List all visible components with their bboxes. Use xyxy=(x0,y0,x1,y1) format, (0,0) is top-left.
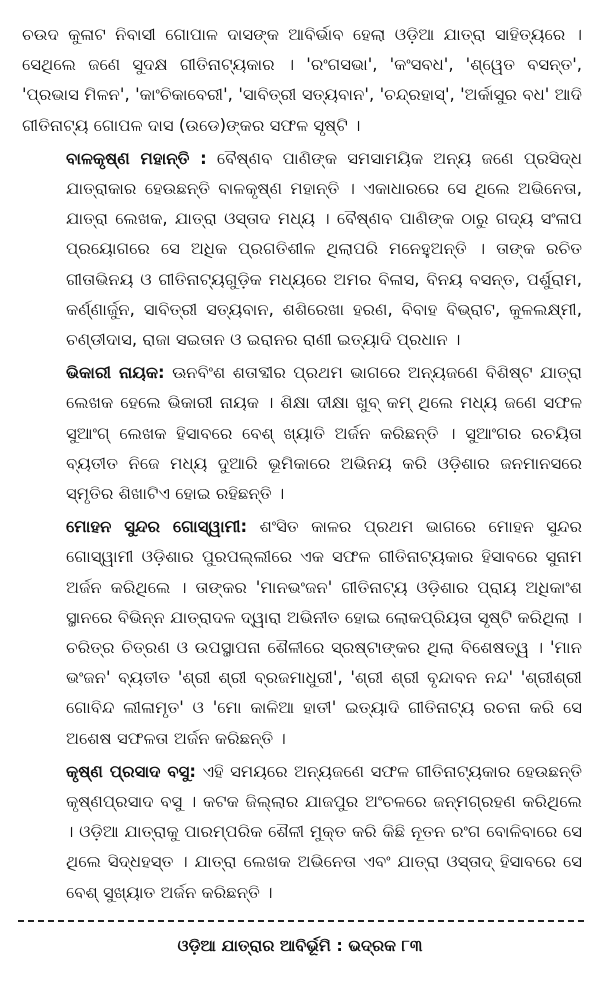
document-body xyxy=(22,20,582,908)
paragraph-text: ଊନବିଂଶ ଶତାବ୍ଦୀର ପ୍ରଥମ ଭାଗରେ ଅନ୍ୟଜଣେ ବିଶିଷ୍ଟ ଯାତ୍ରା ଲେଖକ ହେଲେ ଭିକାରୀ ନାୟକ । ଶିକ୍ଷା ଦୀକ୍ଷା ଖୁବ୍ କମ୍ ଥିଲେ ମଧ୍ୟ ଜଣେ ସଫଳ ସୁଆଂଗ୍ ଲେଖକ ହିସାବରେ ବେଶ୍ ଖ୍ୟାତି ଅର୍ଜନ କରିଛନ୍ତି । ସୁଆଂଗର ରଚୟିତା ବ୍ୟତୀତ ନିଜେ ମଧ୍ୟ ଦୁଆରି ଭୂମିକାରେ ଅଭିନୟ କରି ଓଡ଼ିଶାର ଜନମାନସରେ ସ୍ମୃତିର ଶିଖାଟିଏ ହୋଇ ରହିଛନ୍ତି । xyxy=(66,363,583,504)
footer-dashed-divider xyxy=(18,920,584,922)
paragraph-balakrishna-mahanti xyxy=(22,144,582,355)
paragraph-text: ଚଉଦ କୁଳାଟ ନିବାସୀ ଗୋପାଳ ଦାସଙ୍କ ଆବିର୍ଭାବ ହେଲା ଓଡ଼ିଆ ଯାତ୍ରା ସାହିତ୍ୟରେ । ସେଥିଲେ ଜଣେ ସୁଦକ୍ଷ ଗୀତିନାଟ୍ୟକାର । 'ରଂଗସଭା', 'କଂସବଧ', 'ଶ୍ୱେତ ବସନ୍ତ', 'ପ୍ରଭାସ ମିଳନ', 'କାଂଚିକାବେରୀ', 'ସାବିତ୍ରୀ ସତ୍ୟବାନ', 'ଚନ୍ଦ୍ରହାସ୍', 'ଅର୍କାସୁର ବଧ' ଆଦି ଗୀତିନାଟ୍ୟ ଗୋପଳ ଦାସ (ଉଡେ)ଙ୍କର ସଫଳ ସୃଷ୍ଟି । xyxy=(22,25,582,135)
paragraph-mohan-sundar-goswami xyxy=(22,512,582,754)
section-heading: ଭିକାରୀ ନାୟକ: xyxy=(66,363,165,383)
page-footer: ଓଡ଼ିଆ ଯାତ୍ରାର ଆବିର୍ଭୂମି : ଭଦ୍ରକ ୮୩ xyxy=(177,936,423,955)
paragraph-krishna-prasad-basu xyxy=(22,757,582,908)
paragraph-text: ଶଂସିତ କାଳର ପ୍ରଥମ ଭାଗରେ ମୋହନ ସୁନ୍ଦର ଗୋସ୍ୱାମୀ ଓଡ଼ିଶାର ପୁରପଲ୍ଲୀରେ ଏକ ସଫଳ ଗୀତିନାଟ୍ୟକାର ହିସାବରେ ସୁନାମ ଅର୍ଜନ କରିଥିଲେ । ତାଙ୍କର 'ମାନଭଂଜନ' ଗୀତିନାଟ୍ୟ ଓଡ଼ିଶାର ପ୍ରାୟ ଅଧିକାଂଶ ସ୍ଥାନରେ ବିଭିନ୍ନ ଯାତ୍ରାଦଳ ଦ୍ୱାରା ଅଭିନୀତ ହୋଇ ଲୋକପ୍ରିୟତା ସୃଷ୍ଟି କରିଥିଲା । ଚରିତ୍ର ଚିତ୍ରଣ ଓ ଉପସ୍ଥାପନା ଶୈଳୀରେ ସ୍ରଷ୍ଟାଙ୍କର ଥିଲା ବିଶେଷତ୍ୱ । 'ମାନ ଭଂଜନ' ବ୍ୟତୀତ 'ଶ୍ରୀ ଶ୍ରୀ ବ୍ରଜମାଧୁରୀ', 'ଶ୍ରୀ ଶ୍ରୀ ବୃନ୍ଦାବନ ନନ୍ଦ' 'ଶ୍ରୀଶ୍ରୀ ଗୋବିନ୍ଦ ଲୀଳାମୃତ' ଓ 'ମୋ କାଳିଆ ହାତୀ' ଇତ୍ୟାଦି ଗୀତିନାଟ୍ୟ ରଚନା କରି ସେ ଅଶେଷ ସଫଳତା ଅର୍ଜନ କରିଛନ୍ତି । xyxy=(66,517,582,748)
paragraph-text: ବୈଷ୍ଣବ ପାଣିଙ୍କ ସମସାମୟିକ ଅନ୍ୟ ଜଣେ ପ୍ରସିଦ୍ଧ ଯାତ୍ରାକାର ହେଉଛନ୍ତି ବାଳକୃଷ୍ଣ ମହାନ୍ତି । ଏକାଧାରରେ ସେ ଥିଲେ ଅଭିନେତା, ଯାତ୍ରା ଲେଖକ, ଯାତ୍ରା ଓସ୍ତାଦ ମଧ୍ୟ । ବୈଷ୍ଣବ ପାଣିଙ୍କ ଠାରୁ ଗଦ୍ୟ ସଂଳାପ ପ୍ରୟୋଗରେ ସେ ଅଧିକ ପ୍ରଗତିଶୀଳ ଥିଲାପରି ମନେହୁଅନ୍ତି । ତାଙ୍କ ରଚିତ ଗୀତାଭିନୟ ଓ ଗୀତିନାଟ୍ୟଗୁଡ଼ିକ ମଧ୍ୟରେ ଅମର ବିଳାସ, ବିନୟ ବସନ୍ତ, ପର୍ଶୁରାମ, କର୍ଣ୍ଣାର୍ଜୁନ, ସାବିତ୍ରୀ ସତ୍ୟବାନ, ଶଶିରେଖା ହରଣ, ବିବାହ ବିଭ୍ରାଟ, କୁଳଲକ୍ଷ୍ମୀ, ଚଣ୍ଡୀଦାସ, ରାଜା ସଇତାନ ଓ ଇରାନର ରାଣୀ ଇତ୍ୟାଦି ପ୍ରଧାନ । xyxy=(66,148,582,350)
section-heading: ବାଳକୃଷ୍ଣ ମହାନ୍ତି : xyxy=(66,148,207,168)
section-heading: ମୋହନ ସୁନ୍ଦର ଗୋସ୍ୱାମୀ: xyxy=(66,517,248,537)
paragraph-gopal-das xyxy=(22,20,582,141)
paragraph-text: ଏହି ସମୟରେ ଅନ୍ୟଜଣେ ସଫଳ ଗୀତିନାଟ୍ୟକାର ହେଉଛନ୍ତି କୃଷ୍ଣପ୍ରସାଦ ବସୁ । କଟକ ଜିଲ୍ଲାର ଯାଜପୁର ଅଂଚଳରେ ଜନ୍ମଗ୍ରହଣ କରିଥିଲେ । ଓଡ଼ିଆ ଯାତ୍ରାକୁ ପାରମ୍ପରିକ ଶୈଳୀ ମୁକ୍ତ କରି କିଛି ନୂତନ ରଂଗ ବୋଳିବାରେ ସେ ଥିଲେ ସିଦ୍ଧହସ୍ତ । ଯାତ୍ରା ଲେଖକ ଅଭିନେତା ଏବଂ ଯାତ୍ରା ଓସ୍ତାଦ୍ ହିସାବରେ ସେ ବେଶ୍ ସୁଖ୍ୟାତ ଅର୍ଜନ କରିଛନ୍ତି । xyxy=(66,761,582,902)
section-heading: କୃଷ୍ଣ ପ୍ରସାଦ ବସୁ: xyxy=(66,761,197,781)
paragraph-bhikari-nayak xyxy=(22,358,582,509)
